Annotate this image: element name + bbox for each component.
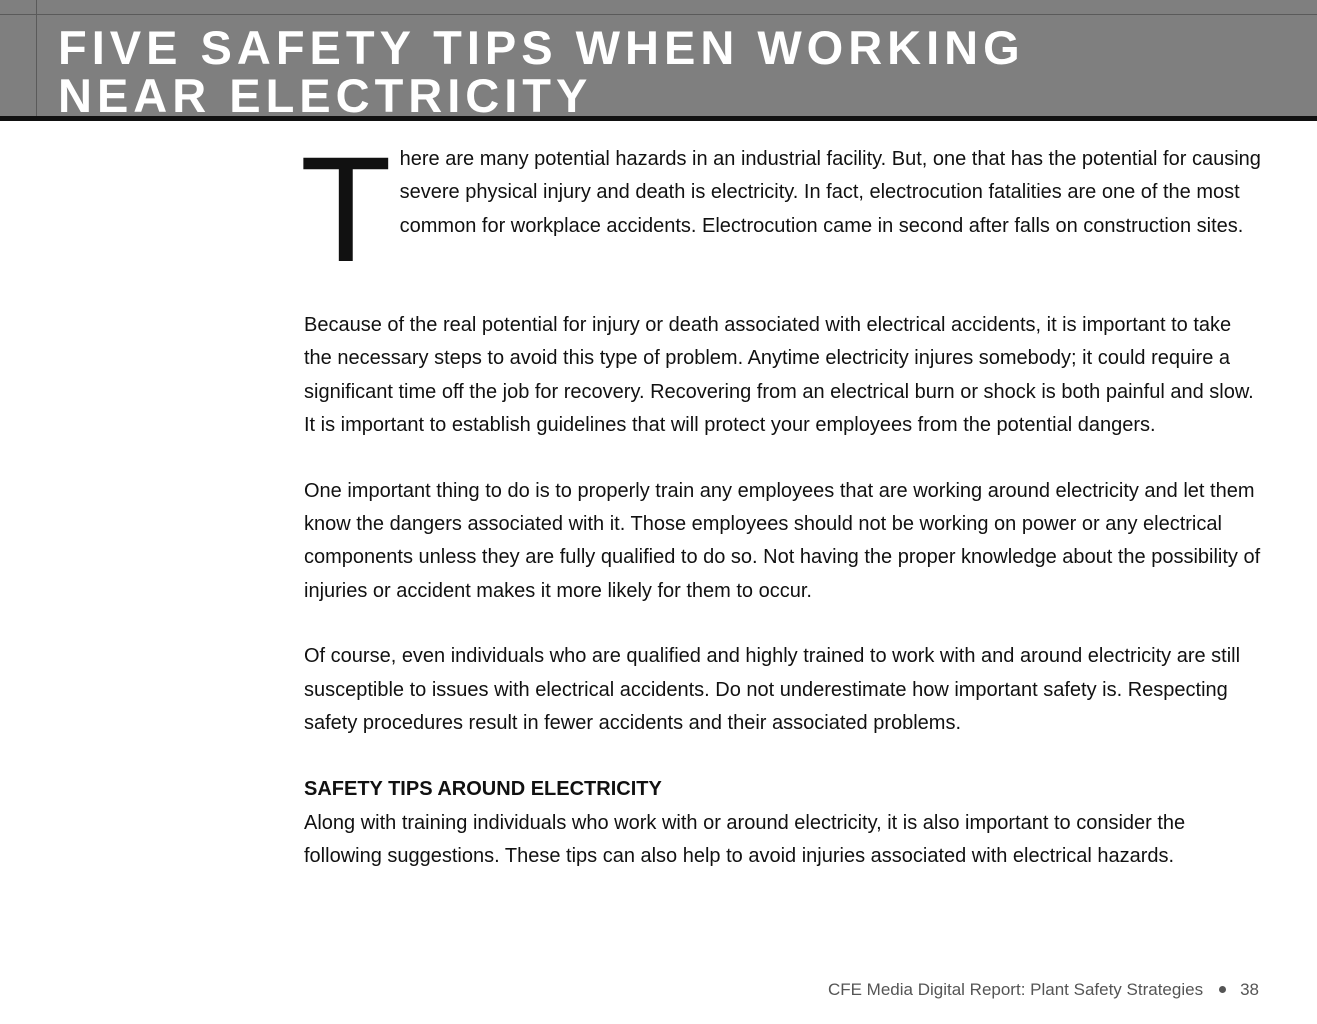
page-title <box>58 21 1025 121</box>
article-body <box>300 125 1264 874</box>
page-title-line-2: NEAR ELECTRICITY <box>58 69 593 121</box>
drop-cap: T <box>300 125 392 293</box>
page-title-line-1: FIVE SAFETY TIPS WHEN WORKING <box>58 21 1025 74</box>
header-top-rule <box>0 14 1317 15</box>
header-band <box>0 0 1317 121</box>
body-paragraph-2: One important thing to do is to properly train any employees that are working around electricity and let them know the dangers associated with it. Those employees should not be working on power or any electrical components unless they are fully qualified to do so. Not having the proper knowledge about the possibility of injuries or accident makes it more likely for them to occur. <box>304 479 1261 602</box>
page-footer <box>828 979 1259 1001</box>
section-subheading: SAFETY TIPS AROUND ELECTRICITY <box>304 778 662 801</box>
body-paragraph-1: Because of the real potential for injury or death associated with electrical accidents, it is important to take the necessary steps to avoid this type of problem. Anytime electricity injures somebody; it could require a significant time off the job for recovery. Recovering from an electrical burn or shock is both painful and slow. It is important to establish guidelines that will protect your employees from the potential dangers. <box>304 314 1254 437</box>
body-paragraph-3: Of course, even individuals who are qualified and highly trained to work with and around electricity are still susceptible to issues with electrical accidents. Do not underestimate how important safety is. Respecting safety procedures result in fewer accidents and their associated problems. <box>304 645 1241 735</box>
header-left-rule <box>36 0 37 116</box>
page-number: 38 <box>1240 980 1259 999</box>
intro-paragraph: here are many potential hazards in an industrial facility. But, one that has the potential for causing severe physical injury and death is electricity. In fact, electrocution fatalities are one of the most common for workplace accidents. Electrocution came in second after falls on construction sites. <box>399 148 1261 237</box>
footer-publication: CFE Media Digital Report: Plant Safety Strategies <box>827 980 1204 999</box>
body-paragraph-4: Along with training individuals who work with or around electricity, it is also important to consider the following suggestions. These tips can also help to avoid injuries associated with electrical hazards. <box>304 811 1186 868</box>
bullet-icon <box>1219 986 1226 993</box>
